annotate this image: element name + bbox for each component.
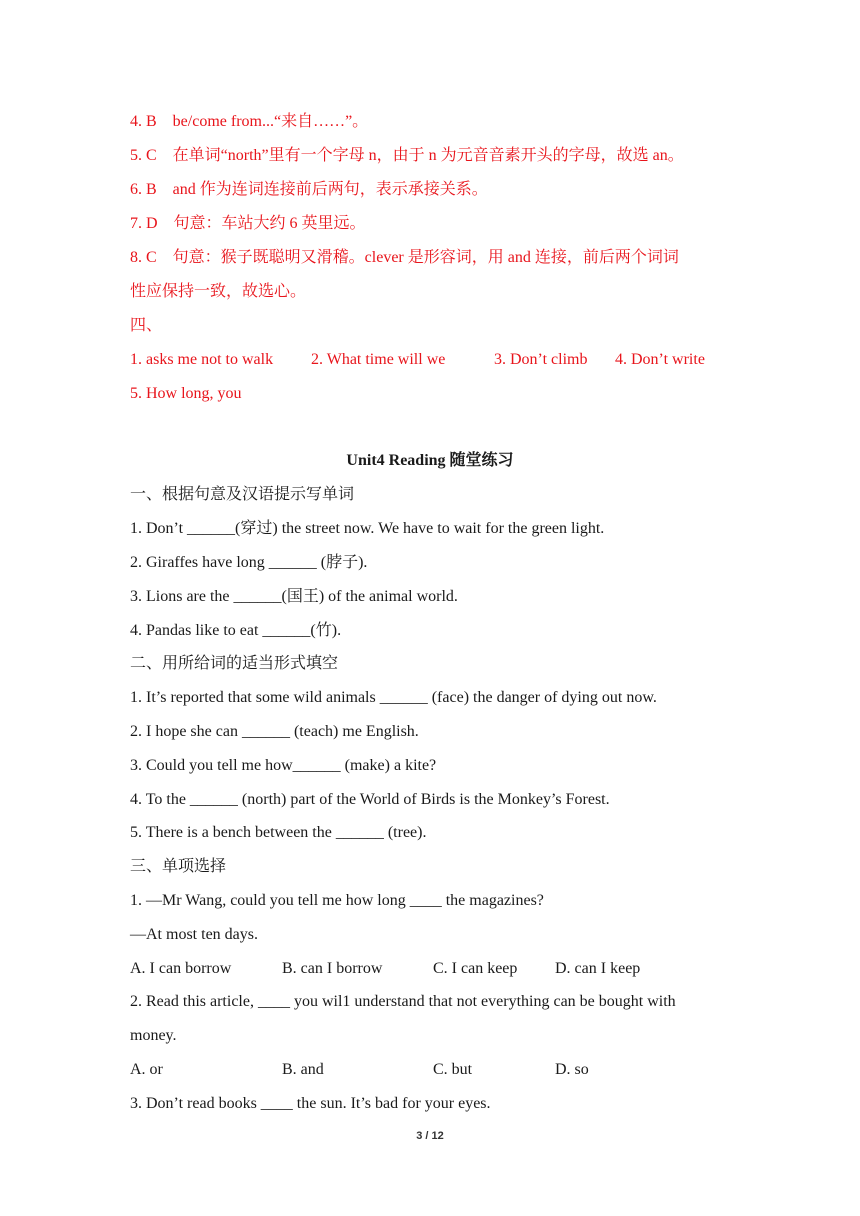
part1-item-3: 3. Lions are the ______(国王) of the animal world. (130, 588, 458, 605)
part3-q2-option-b: B. and (282, 1061, 324, 1078)
answer-6: 6. B and 作为连词连接前后两句，表示承接关系。 (130, 181, 488, 198)
part3-q1-option-a: A. I can borrow (130, 960, 232, 977)
part3-q1-option-b: B. can I borrow (282, 960, 383, 977)
part2-item-5: 5. There is a bench between the ______ (tree). (130, 824, 427, 841)
part3-q2-option-a: A. or (130, 1061, 163, 1078)
section-4-answer-5: 5. How long, you (130, 385, 242, 402)
answer-8-line2: 性应保持一致，故选心。 (130, 283, 307, 300)
part3-q2-line1: 2. Read this article, ____ you wil1 understand that not everything can be bought with (130, 993, 676, 1010)
part3-q2-line2: money. (130, 1027, 177, 1044)
answer-4: 4. B be/come from...“来自……”。 (130, 113, 369, 130)
page-title: Unit4 Reading 随堂练习 (346, 452, 514, 469)
section-4-answer-1: 1. asks me not to walk (130, 351, 274, 368)
part2-item-1: 1. It’s reported that some wild animals ______ (face) the danger of dying out now. (130, 689, 657, 706)
part3-q2-option-c: C. but (433, 1061, 473, 1078)
part3-q2-option-d: D. so (555, 1061, 589, 1078)
part3-q1-line2: —At most ten days. (130, 926, 258, 943)
section-4-answer-3: 3. Don’t climb (494, 351, 588, 368)
answer-8-line1: 8. C 句意：猴子既聪明又滑稽。clever 是形容词，用 and 连接，前后两个词词 (130, 249, 679, 266)
part3-heading: 三、单项选择 (130, 858, 227, 875)
part2-item-2: 2. I hope she can ______ (teach) me English. (130, 723, 419, 740)
part1-item-4: 4. Pandas like to eat ______(竹). (130, 622, 342, 639)
part3-q3-line1: 3. Don’t read books ____ the sun. It’s bad for your eyes. (130, 1095, 491, 1112)
answer-5: 5. C 在单词“north”里有一个字母 n，由于 n 为元音音素开头的字母，故选 an。 (130, 147, 684, 164)
answer-7: 7. D 句意：车站大约 6 英里远。 (130, 215, 366, 232)
part2-item-3: 3. Could you tell me how______ (make) a kite? (130, 757, 437, 774)
section-4-heading: 四、 (130, 317, 163, 334)
page-number: 3 / 12 (416, 1130, 444, 1142)
part3-q1-line1: 1. —Mr Wang, could you tell me how long ____ the magazines? (130, 892, 544, 909)
part1-item-1: 1. Don’t ______(穿过) the street now. We have to wait for the green light. (130, 520, 605, 537)
part1-heading: 一、根据句意及汉语提示写单词 (130, 486, 355, 503)
part3-q1-option-d: D. can I keep (555, 960, 641, 977)
section-4-answer-2: 2. What time will we (311, 351, 446, 368)
part2-heading: 二、用所给词的适当形式填空 (130, 655, 339, 672)
section-4-answer-4: 4. Don’t write (615, 351, 705, 368)
part3-q1-option-c: C. I can keep (433, 960, 518, 977)
part2-item-4: 4. To the ______ (north) part of the World of Birds is the Monkey’s Forest. (130, 791, 610, 808)
part1-item-2: 2. Giraffes have long ______ (脖子). (130, 554, 368, 571)
